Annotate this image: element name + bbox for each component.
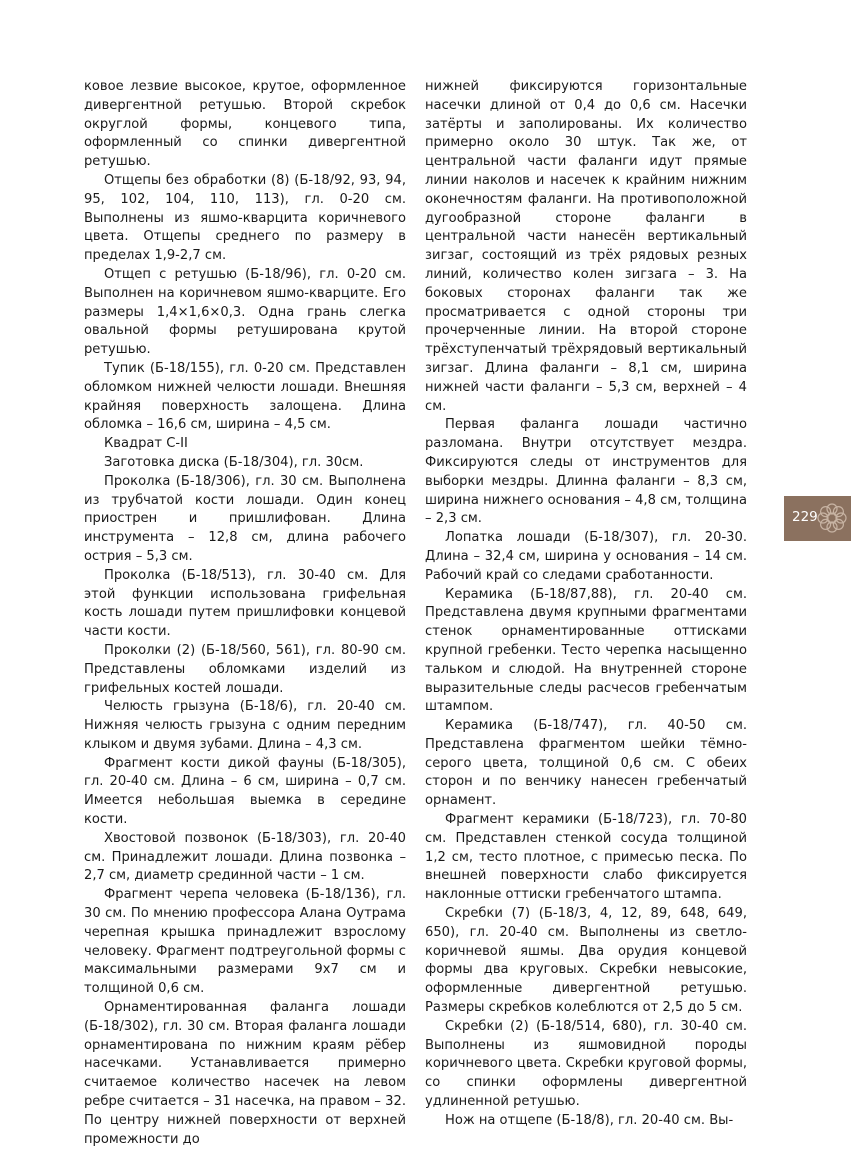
paragraph: Первая фаланга лошади частично разломана. Внутри отсутствует мездра. Фиксируются следы от инструментов для выборки мездры. Длинна фаланги – 8,3 см, ширина нижнего основания – 4,8 см, толщина – 2,3 см.	[425, 417, 747, 527]
paragraph: нижней фиксируются горизонтальные насечки длиной от 0,4 до 0,6 см. Насечки затёрты и заполированы. Их количество примерно около 30 штук. Так же, от центральной части фаланги идут прямые линии наколов и насечек к крайним нижним оконечностям фаланги. На противоположной дугообразной стороне фаланги в центральной части нанесён вертикальный зигзаг, состоящий из трёх рядовых резных линий, количество колен зигзага – 3. На боковых сторонах фаланги так же просматривается с одной стороны три прочерченные линии. На второй стороне трёхступенчатый трёхрядовый вертикальный зигзаг. Длина фаланги – 8,1 см, ширина нижней части фаланги – 5,3 см, верхней – 4 см.	[425, 79, 747, 414]
left-text-column	[84, 78, 406, 1149]
paragraph: Нож на отщепе (Б-18/8), гл. 20-40 см. Вы-	[445, 1112, 734, 1128]
paragraph: Скребки (7) (Б-18/3, 4, 12, 89, 648, 649, 650), гл. 20-40 см. Выполнены из светло-коричневой яшмы. Два орудия концевой формы два круговых. Скребки невысокие, оформленные дивергентной ретушью. Размеры скребков колеблются от 2,5 до 5 см.	[425, 906, 747, 1016]
section-heading: Квадрат С-II	[104, 436, 188, 452]
paragraph: Отщепы без обработки (8) (Б-18/92, 93, 94, 95, 102, 104, 110, 113), гл. 0-20 см. Выполнены из яшмо-кварцита коричневого цвета. Отщепы среднего по размеру в пределах 1,9-2,7 см.	[84, 172, 406, 264]
page-number-tab	[784, 496, 851, 541]
right-text-column	[425, 78, 747, 1131]
paragraph: Хвостовой позвонок (Б-18/303), гл. 20-40 см. Принадлежит лошади. Длина позвонка – 2,7 см, диаметр срединной части – 1 см.	[84, 830, 406, 884]
paragraph: Проколка (Б-18/513), гл. 30-40 см. Для этой функции использована грифельная кость лошади путем пришлифовки концевой части кости.	[84, 567, 406, 640]
paragraph: Орнаментированная фаланга лошади (Б-18/302), гл. 30 см. Вторая фаланга лошади орнаментирована по нижним краям рёбер насечками. Устанавливается примерно считаемое количество насечек на левом ребре считается – 31 насечка, на правом – 32. По центру нижней поверхности от верхней промежности до	[84, 1000, 406, 1147]
paragraph: Заготовка диска (Б-18/304), гл. 30см.	[104, 454, 364, 470]
paragraph: Керамика (Б-18/747), гл. 40-50 см. Представлена фрагментом шейки тёмно-серого цвета, толщиной 0,6 см. С обеих сторон и по венчику нанесен гребенчатый орнамент.	[425, 718, 747, 809]
paragraph: Керамика (Б-18/87,88), гл. 20-40 см. Представлена двумя крупными фрагментами стенок орнаментированные оттисками крупной гребенки. Тесто черепка насыщенно тальком и слюдой. На внутренней стороне выразительные следы расчесов гребенчатым штампом.	[425, 586, 747, 715]
paragraph: Тупик (Б-18/155), гл. 0-20 см. Представлен обломком нижней челюсти лошади. Внешняя крайняя поверхность залощена. Длина обломка – 16,6 см, ширина – 4,5 см.	[84, 360, 406, 433]
paragraph: ковое лезвие высокое, крутое, оформленное дивергентной ретушью. Второй скребок округлой формы, концевого типа, оформленный со спинки дивергентной ретушью.	[84, 79, 406, 170]
paragraph: Фрагмент черепа человека (Б-18/136), гл. 30 см. По мнению профессора Алана Оутрама черепная крышка принадлежит взрослому человеку. Фрагмент подтреугольной формы с максимальными размерами 9х7 см и толщиной 0,6 см.	[84, 887, 406, 997]
paragraph: Скребки (2) (Б-18/514, 680), гл. 30-40 см. Выполнены из яшмовидной породы коричневого цвета. Скребки круговой формы, со спинки оформлены дивергентной удлиненной ретушью.	[425, 1018, 747, 1110]
paragraph: Фрагмент керамики (Б-18/723), гл. 70-80 см. Представлен стенкой сосуда толщиной 1,2 см, тесто плотное, с примесью песка. По внешней поверхности слабо фиксируется наклонные оттиски гребенчатого штампа.	[425, 812, 747, 903]
paragraph: Отщеп с ретушью (Б-18/96), гл. 0-20 см. Выполнен на коричневом яшмо-кварците. Его размеры 1,4×1,6×0,3. Одна грань слегка овальной формы ретуширована крутой ретушью.	[84, 266, 406, 358]
page-number: 229	[792, 509, 818, 525]
ornament-icon	[814, 500, 850, 536]
paragraph: Проколки (2) (Б-18/560, 561), гл. 80-90 см. Представлены обломками изделий из грифельных костей лошади.	[84, 642, 406, 696]
paragraph: Лопатка лошади (Б-18/307), гл. 20-30. Длина – 32,4 см, ширина у основания – 14 см. Рабочий край со следами сработанности.	[425, 530, 747, 583]
paragraph: Фрагмент кости дикой фауны (Б-18/305), гл. 20-40 см. Длина – 6 см, ширина – 0,7 см. Имеется небольшая выемка в середине кости.	[84, 755, 406, 828]
paragraph: Проколка (Б-18/306), гл. 30 см. Выполнена из трубчатой кости лошади. Один конец приострен и пришлифован. Длина инструмента – 12,8 см, длина рабочего острия – 5,3 см.	[84, 473, 406, 564]
paragraph: Челюсть грызуна (Б-18/6), гл. 20-40 см. Нижняя челюсть грызуна с одним передним клыком и двумя зубами. Длина – 4,3 см.	[84, 699, 406, 752]
